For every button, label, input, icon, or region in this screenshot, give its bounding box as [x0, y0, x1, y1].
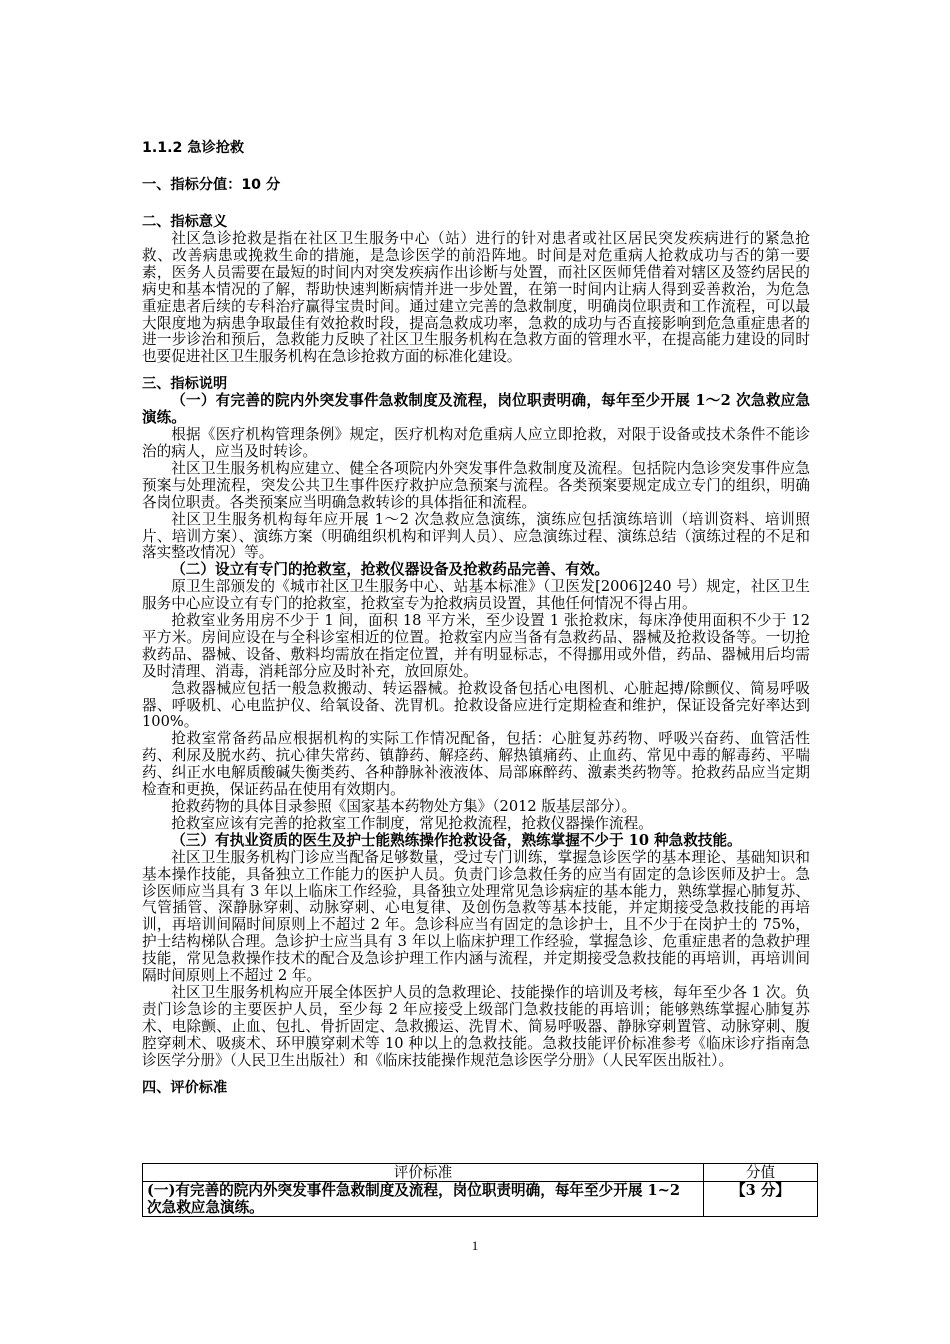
- page-number: 1: [471, 1238, 479, 1253]
- paragraph-1-2: 社区卫生服务机构应建立、健全各项院内外突发事件急救制度及流程。包括院内急诊突发事件应急预案与处理流程，突发公共卫生事件医疗救护应急预案与流程。各类预案要规定成立专门的组织，明确各岗位职责。各类预案应当明确急救转诊的具体指征和流程。: [142, 459, 810, 511]
- row-criteria: (一)有完善的院内外突发事件急救制度及流程，岗位职责明确，每年至少开展 1~2 次急救应急演练。: [143, 1182, 704, 1217]
- row-score: 【3 分】: [704, 1182, 818, 1217]
- document-body: [142, 140, 810, 1097]
- paragraph-meaning: 社区急诊抢救是指在社区卫生服务中心（站）进行的针对患者或社区居民突发疾病进行的紧急抢救、改善病患或挽救生命的措施，是急诊医学的前沿阵地。时间是对危重病人抢救成功与否的第一要素，医务人员需要在最短的时间内对突发疾病作出诊断与处置，而社区医师凭借着对辖区及签约居民的病史和基本情况的了解，帮助快速判断病情并进一步处置，在第一时间内让病人得到妥善救治，为危急重症患者后续的专科治疗赢得宝贵时间。通过建立完善的急救制度，明确岗位职责和工作流程，可以最大限度地为病患争取最佳有效抢救时段，提高急救成功率，急救的成功与否直接影响到危急重症患者的进一步诊治和预后，急救能力反映了社区卫生服务机构在急救方面的管理水平，在提高能力建设的同时也要促进社区卫生服务机构在急诊抢救方面的标准化建设。: [142, 230, 810, 366]
- heading-meaning: 二、指标意义: [142, 214, 228, 230]
- subheading-3: （三）有执业资质的医生及护士能熟练操作抢救设备，熟练掌握不少于 10 种急救技能。: [171, 831, 742, 849]
- header-criteria: 评价标准: [143, 1164, 704, 1182]
- paragraph-2-5: 抢救药物的具体目录参照《国家基本药物处方集》（2012 版基层部分）。: [171, 798, 637, 815]
- paragraph-1-3: 社区卫生服务机构每年应开展 1～2 次急救应急演练，演练应包括演练培训（培训资料、培训照片、培训方案）、演练方案（明确组织机构和评判人员）、应急演练过程、演练总结（演练过程的不足和落实整改情况）等。: [142, 510, 810, 562]
- paragraph-2-1: 原卫生部颁发的《城市社区卫生服务中心、站基本标准》（卫医发[2006]240 号）规定，社区卫生服务中心应设立有专门的抢救室，抢救室专为抢救病员设置，其他任何情况不得占用。: [142, 578, 810, 613]
- header-score: 分值: [704, 1164, 818, 1182]
- subheading-2: （二）设立有专门的抢救室，抢救仪器设备及抢救药品完善、有效。: [171, 561, 610, 579]
- table-row: [143, 1182, 818, 1217]
- subheading-1: （一）有完善的院内外突发事件急救制度及流程，岗位职责明确，每年至少开展 1～2 次急救应急演练。: [142, 392, 810, 427]
- paragraph-2-3: 急救器械应包括一般急救搬动、转运器械。抢救设备包括心电图机、心脏起搏/除颤仪、简易呼吸器、呼吸机、心电监护仪、给氧设备、洗胃机。抢救设备应进行定期检查和维护，保证设备完好率达到 100%。: [142, 679, 810, 731]
- evaluation-table: [142, 1163, 818, 1217]
- paragraph-2-6: 抢救室应该有完善的抢救室工作制度，常见抢救流程，抢救仪器操作流程。: [171, 814, 653, 832]
- paragraph-3-1: 社区卫生服务机构门诊应当配备足够数量，受过专门训练，掌握急诊医学的基本理论、基础知识和基本操作技能，具备独立工作能力的医护人员。负责门诊急救任务的应当有固定的急诊医师及护士。急诊医师应当具有 3 年以上临床工作经验，具备独立处理常见急诊病症的基本能力，熟练掌握心肺复苏、气管插管、深静脉穿刺、动脉穿刺、心电复律、及创伤急救等基本技能，并定期接受急救技能的再培训，再培训间隔时间原则上不超过 2 年。急诊科应当有固定的急诊护士，且不少于在岗护士的 75%，护士结构梯队合理。急诊护士应当具有 3 年以上临床护理工作经验，掌握急诊、危重症患者的急救护理技能，常见急救操作技术的配合及急诊护理工作内涵与流程，并定期接受急救技能的再培训，再培训间隔时间原则上不超过 2 年。: [142, 848, 810, 985]
- heading-score: 一、指标分值：10 分: [142, 177, 281, 193]
- table-header-row: [143, 1164, 818, 1182]
- paragraph-2-2: 抢救室业务用房不少于 1 间，面积 18 平方米，至少设置 1 张抢救床，每床净使用面积不少于 12 平方米。房间应设在与全科诊室相近的位置。抢救室内应当备有急救药品、器械及抢救设备等。一切抢救药品、器械、设备、敷料均需放在指定位置，并有明显标志，不得挪用或外借，药品、器械用后均需及时清理、消毒，消耗部分应及时补充，放回原处。: [142, 612, 810, 680]
- section-title: 1.1.2 急诊抢救: [142, 140, 245, 156]
- heading-evaluation: 四、评价标准: [142, 1079, 228, 1096]
- paragraph-2-4: 抢救室常备药品应根据机构的实际工作情况配备，包括：心脏复苏药物、呼吸兴奋药、血管活性药、利尿及脱水药、抗心律失常药、镇静药、解痉药、解热镇痛药、止血药、常见中毒的解毒药、平喘药、纠正水电解质酸碱失衡类药、各种静脉补液液体、局部麻醉药、激素类药物等。抢救药品应当定期检查和更换，保证药品在使用有效期内。: [142, 730, 810, 799]
- paragraph-3-2: 社区卫生服务机构应开展全体医护人员的急救理论、技能操作的培训及考核，每年至少各 1 次。负责门诊急诊的主要医护人员，至少每 2 年应接受上级部门急救技能的再培训；能够熟练掌握心肺复苏术、电除颤、止血、包扎、骨折固定、急救搬运、洗胃术、简易呼吸器、静脉穿刺置管、动脉穿刺、腹腔穿刺术、吸痰术、环甲膜穿刺术等 10 种以上的急救技能。急救技能评价标准参考《临床诊疗指南急诊医学分册》（人民卫生出版社）和《临床技能操作规范急诊医学分册》（人民军医出版社）。: [142, 983, 810, 1069]
- paragraph-1-1: 根据《医疗机构管理条例》规定，医疗机构对危重病人应立即抢救，对限于设备或技术条件不能诊治的病人，应当及时转诊。: [142, 426, 810, 460]
- heading-description: 三、指标说明: [142, 376, 228, 393]
